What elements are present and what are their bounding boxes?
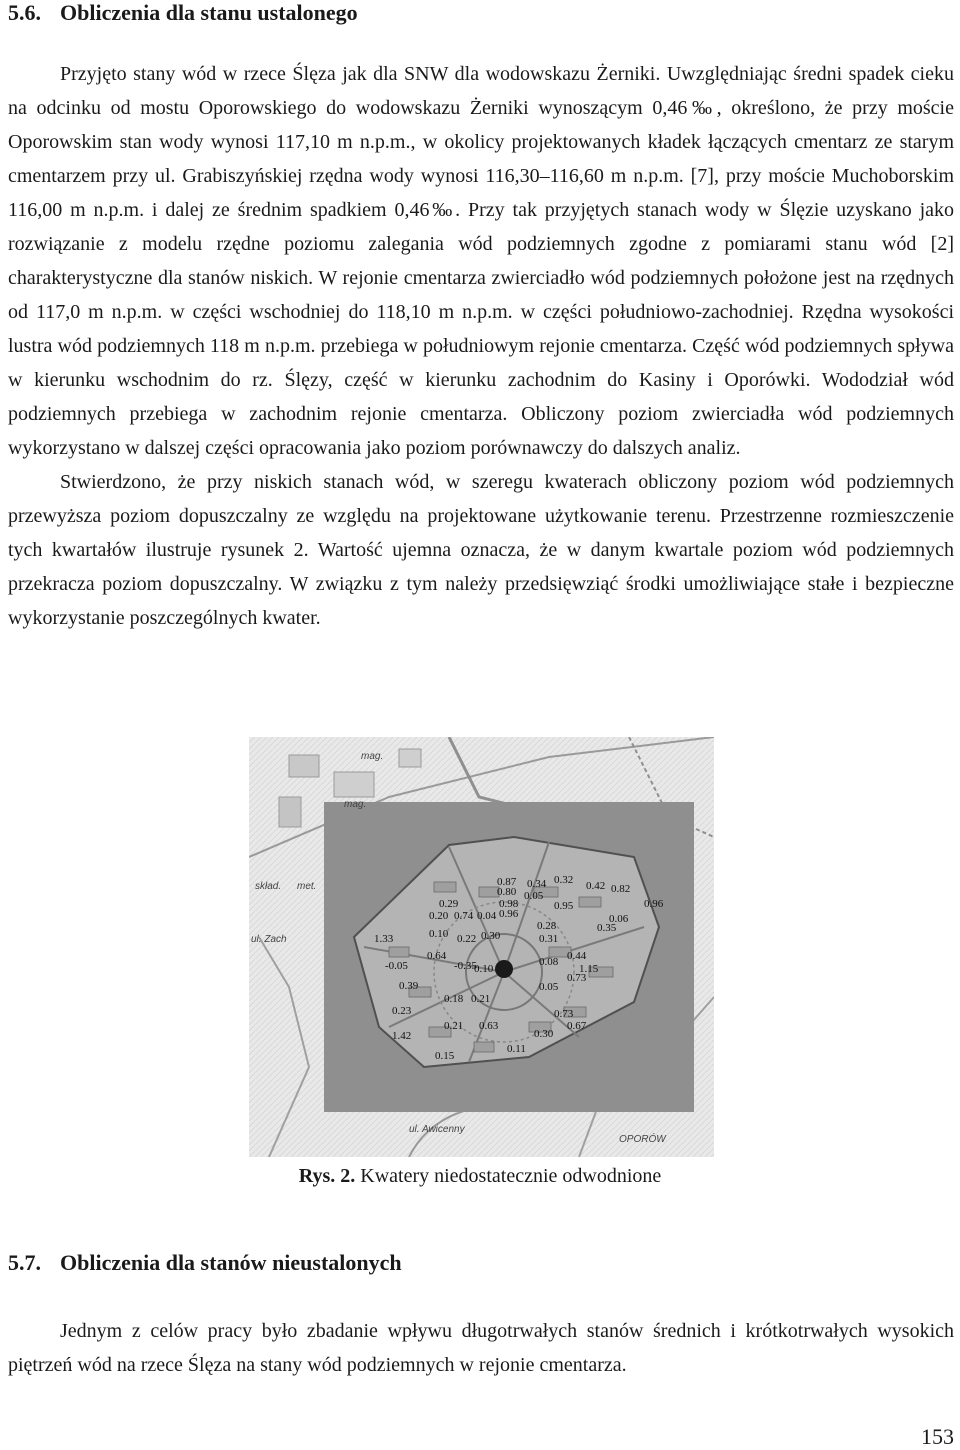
- caption-label: Rys. 2.: [298, 1165, 356, 1187]
- quarter-value: 0.22: [457, 933, 477, 945]
- quarter-value: 0.15: [435, 1050, 455, 1062]
- map-label: ul. Zach: [251, 934, 287, 945]
- quarter-value: 0.95: [554, 900, 574, 912]
- quarter-value: -0.35: [454, 960, 477, 972]
- cemetery-map-image: [249, 737, 714, 1157]
- quarter-value: 0.30: [481, 930, 501, 942]
- section-title: Obliczenia dla stanów nieustalonych: [60, 1250, 402, 1275]
- quarter-value: 0.23: [392, 1005, 412, 1017]
- quarter-value: 0.82: [611, 883, 631, 895]
- section-body-5-6: [8, 57, 954, 635]
- quarter-value: 0.35: [597, 922, 617, 934]
- quarter-value: 0.20: [429, 910, 449, 922]
- quarter-value: 0.10: [429, 928, 449, 940]
- paragraph: Stwierdzono, że przy niskich stanach wód, w szeregu kwaterach obliczony poziom wód podziemnych przewyższa poziom dopuszczalny ze względu na projektowane użytkowanie terenu. Przestrzenne rozmieszczenie tych kwartałów ilustruje rysunek 2. Wartość ujemna oznacza, że w danym kwartale poziom wód podziemnych przekracza poziom dopuszczalny. W związku z tym należy przedsięwziąć środki umożliwiające stałe i bezpieczne wykorzystanie poszczególnych kwater.: [8, 471, 954, 629]
- quarter-value: 0.80: [497, 886, 517, 898]
- quarter-value: 1.15: [579, 963, 599, 975]
- quarter-value: 0.28: [537, 920, 557, 932]
- section-number: 5.6.: [8, 0, 41, 25]
- quarter-value: 0.21: [471, 993, 491, 1005]
- figure-map: [249, 737, 714, 1157]
- quarter-value: 0.10: [474, 963, 494, 975]
- quarter-value: 0.06: [609, 913, 629, 925]
- section-heading-5-7: [8, 1250, 402, 1276]
- quarter-value: 0.11: [507, 1043, 526, 1055]
- map-label: met.: [297, 881, 317, 892]
- quarter-value: 0.05: [524, 890, 544, 902]
- quarter-value: 0.74: [454, 910, 474, 922]
- quarter-value: 0.08: [539, 956, 559, 968]
- quarter-value: 0.21: [444, 1020, 464, 1032]
- quarter-value: 0.96: [499, 908, 519, 920]
- map-label: skład.: [255, 881, 282, 892]
- quarter-value: 0.18: [444, 993, 464, 1005]
- quarter-value: 0.44: [567, 950, 587, 962]
- paragraph: Przyjęto stany wód w rzece Ślęza jak dla SNW dla wodowskazu Żerniki. Uwzględniając średni spadek cieku na odcinku od mostu Oporowskiego do wodowskazu Żerniki wynoszącym 0,46‰, określono, że przy moście Oporowskim stan wody wynosi 117,10 m n.p.m., w okolicy projektowanych kładek łączących cmentarz ze starym cmentarzem przy ul. Grabiszyńskiej rzędna wody wynosi 116,30–116,60 m n.p.m. [7], przy moście Muchoborskim 116,00 m n.p.m. i dalej ze średnim spadkiem 0,46‰. Przy tak przyjętych stanach wody w Ślęzie uzyskano jako rozwiązanie z modelu rzędne poziomu zalegania wód podziemnych zgodne z pomiarami stanu wód [2] charakterystyczne dla stanów niskich. W rejonie cmentarza zwierciadło wód podziemnych położone jest na rzędnych od 117,0 m n.p.m. w części wschodniej do 118,10 m n.p.m. w części południowo-zachodniej. Rzędna wysokości lustra wód podziemnych 118 m n.p.m. przebiega w południowym rejonie cmentarza. Część wód podziemnych spływa w kierunku wschodnim do rz. Ślęzy, część w kierunku zachodnim do Kasiny i Oporówki. Wododział wód podziemnych przebiega w zachodnim rejonie cmentarza. Obliczony poziom zwierciadła wód podziemnych wykorzystano w dalszej części opracowania jako poziom porównawczy do dalszych analiz.: [8, 63, 954, 459]
- map-label: ul. Awicenny: [409, 1124, 465, 1135]
- quarter-value: 0.96: [644, 898, 664, 910]
- quarter-value: 0.42: [586, 880, 606, 892]
- quarter-value: 0.34: [527, 878, 547, 890]
- section-number: 5.7.: [8, 1250, 41, 1275]
- section-heading-5-6: [8, 0, 358, 26]
- quarter-value: 0.73: [554, 1008, 574, 1020]
- section-title: Obliczenia dla stanu ustalonego: [60, 0, 358, 25]
- quarter-value: 0.98: [499, 898, 519, 910]
- quarter-value: 0.31: [539, 933, 559, 945]
- quarter-value: 0.64: [427, 950, 447, 962]
- quarter-value: 0.39: [399, 980, 419, 992]
- quarter-value: -0.05: [385, 960, 408, 972]
- quarter-value: 0.05: [539, 981, 559, 993]
- quarter-value: 1.33: [374, 933, 394, 945]
- quarter-value: 0.30: [534, 1028, 554, 1040]
- quarter-value: 0.63: [479, 1020, 499, 1032]
- map-label: mag.: [344, 799, 367, 810]
- quarter-value: 0.73: [567, 972, 587, 984]
- quarter-value: 0.87: [497, 876, 517, 888]
- map-label: OPORÓW: [619, 1134, 666, 1145]
- quarter-value: 0.32: [554, 874, 574, 886]
- caption-text: Kwatery niedostatecznie odwodnione: [360, 1165, 662, 1187]
- quarter-value: 1.42: [392, 1030, 412, 1042]
- quarter-value: 0.67: [567, 1020, 587, 1032]
- paragraph: Jednym z celów pracy było zbadanie wpływu długotrwałych stanów średnich i krótkotrwałych wysokich piętrzeń wód na rzece Ślęza na stany wód podziemnych w rejonie cmentarza.: [8, 1320, 954, 1376]
- figure-caption: [0, 1162, 960, 1190]
- map-label: mag.: [361, 751, 384, 762]
- section-body-5-7: [8, 1314, 954, 1382]
- page-number: 153: [921, 1424, 954, 1449]
- quarter-value: 0.29: [439, 898, 459, 910]
- quarter-value: 0.04: [477, 910, 497, 922]
